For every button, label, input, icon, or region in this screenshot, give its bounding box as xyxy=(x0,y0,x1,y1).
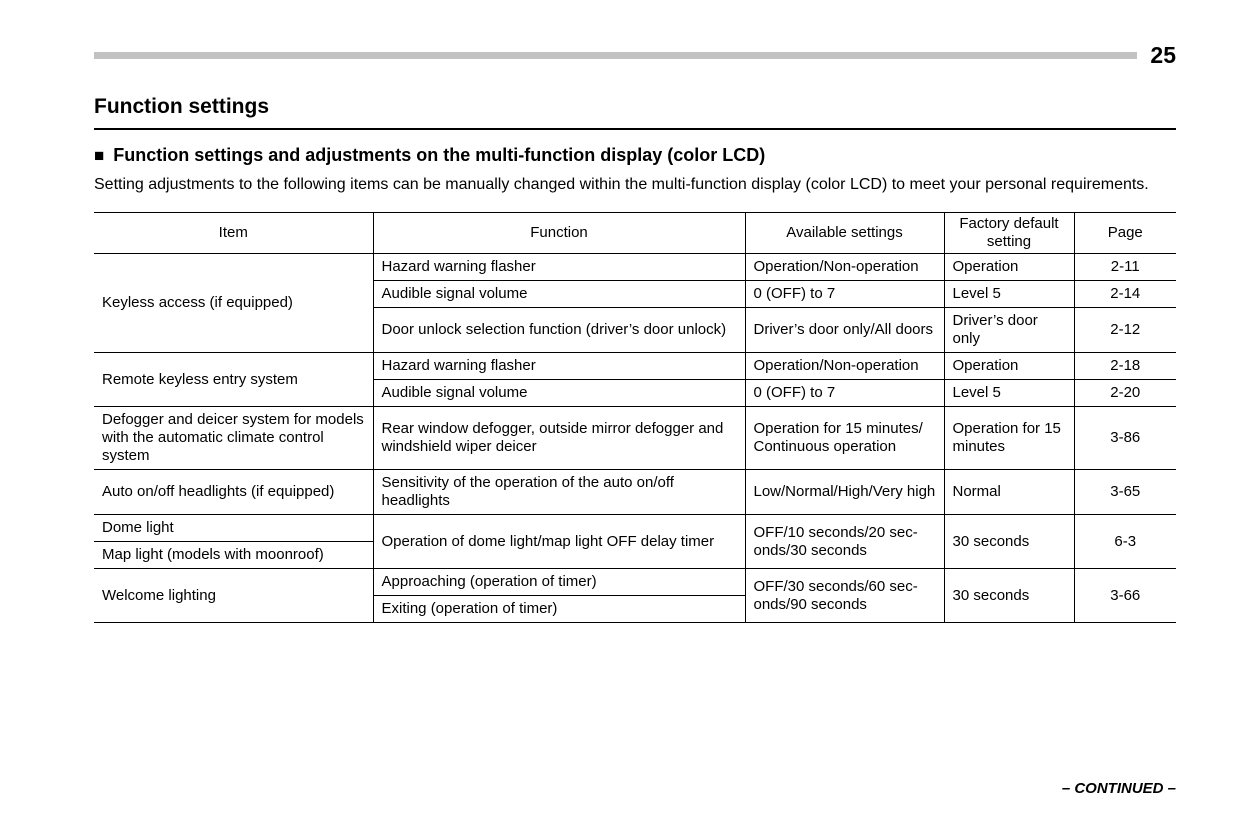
function-cell: Approaching (operation of timer) xyxy=(373,569,745,596)
col-header-item: Item xyxy=(94,213,373,254)
table-row xyxy=(94,353,1176,380)
available-cell: Operation/Non-operation xyxy=(745,254,944,281)
section-heading xyxy=(94,145,1176,166)
function-cell: Audible signal volume xyxy=(373,281,745,308)
available-cell: Low/Normal/High/Very high xyxy=(745,470,944,515)
col-header-available: Available settings xyxy=(745,213,944,254)
section-marker-icon: ■ xyxy=(94,146,105,165)
available-cell: Driver’s door only/All doors xyxy=(745,308,944,353)
page-cell: 6-3 xyxy=(1074,515,1176,569)
page-cell: 3-65 xyxy=(1074,470,1176,515)
default-cell: 30 seconds xyxy=(944,569,1074,623)
default-cell: Driver’s door only xyxy=(944,308,1074,353)
page-cell: 2-20 xyxy=(1074,380,1176,407)
function-cell: Hazard warning flasher xyxy=(373,353,745,380)
function-cell: Audible signal volume xyxy=(373,380,745,407)
item-cell: Welcome lighting xyxy=(94,569,373,623)
col-header-page: Page xyxy=(1074,213,1176,254)
available-cell: OFF/30 seconds/60 seconds/90 seconds xyxy=(745,569,944,623)
available-cell: Operation/Non-operation xyxy=(745,353,944,380)
item-cell: Defogger and deicer system for models with the automatic climate control system xyxy=(94,407,373,470)
page-number: 25 xyxy=(1150,42,1176,68)
section-heading-text: Function settings and adjustments on the multi-function display (color LCD) xyxy=(113,145,766,165)
function-cell: Sensitivity of the operation of the auto on/off headlights xyxy=(373,470,745,515)
default-cell: Operation xyxy=(944,254,1074,281)
item-cell: Dome light xyxy=(94,515,373,542)
page-title: Function settings xyxy=(94,95,1176,130)
table-header-row xyxy=(94,213,1176,254)
col-header-function: Function xyxy=(373,213,745,254)
default-cell: 30 seconds xyxy=(944,515,1074,569)
available-cell: 0 (OFF) to 7 xyxy=(745,281,944,308)
continued-marker: – CONTINUED – xyxy=(1061,780,1176,797)
available-cell: OFF/10 seconds/20 seconds/30 seconds xyxy=(745,515,944,569)
function-cell: Exiting (operation of timer) xyxy=(373,596,745,623)
default-cell: Operation xyxy=(944,353,1074,380)
default-cell: Operation for 15 minutes xyxy=(944,407,1074,470)
available-cell: Operation for 15 minutes/ Continuous operation xyxy=(745,407,944,470)
table-row xyxy=(94,515,1176,542)
settings-table xyxy=(94,212,1176,623)
page-cell: 2-14 xyxy=(1074,281,1176,308)
item-cell: Map light (models with moonroof) xyxy=(94,542,373,569)
function-cell: Operation of dome light/map light OFF delay timer xyxy=(373,515,745,569)
table-row xyxy=(94,470,1176,515)
available-cell: 0 (OFF) to 7 xyxy=(745,380,944,407)
function-cell: Door unlock selection function (driver’s door unlock) xyxy=(373,308,745,353)
table-row xyxy=(94,254,1176,281)
page-cell: 2-12 xyxy=(1074,308,1176,353)
item-cell: Remote keyless entry system xyxy=(94,353,373,407)
page-header xyxy=(94,42,1176,68)
header-rule xyxy=(94,52,1137,59)
default-cell: Level 5 xyxy=(944,281,1074,308)
col-header-default: Factory default setting xyxy=(944,213,1074,254)
table-row xyxy=(94,407,1176,470)
function-cell: Rear window defogger, outside mirror defogger and windshield wiper deicer xyxy=(373,407,745,470)
page-cell: 2-18 xyxy=(1074,353,1176,380)
function-cell: Hazard warning flasher xyxy=(373,254,745,281)
default-cell: Level 5 xyxy=(944,380,1074,407)
default-cell: Normal xyxy=(944,470,1074,515)
page-cell: 3-86 xyxy=(1074,407,1176,470)
table-row xyxy=(94,569,1176,596)
item-cell: Auto on/off headlights (if equipped) xyxy=(94,470,373,515)
intro-paragraph: Setting adjustments to the following items can be manually changed within the multi-function display (color LCD) to meet your personal requirements. xyxy=(94,176,1149,193)
page-cell: 2-11 xyxy=(1074,254,1176,281)
item-cell: Keyless access (if equipped) xyxy=(94,254,373,353)
page-cell: 3-66 xyxy=(1074,569,1176,623)
